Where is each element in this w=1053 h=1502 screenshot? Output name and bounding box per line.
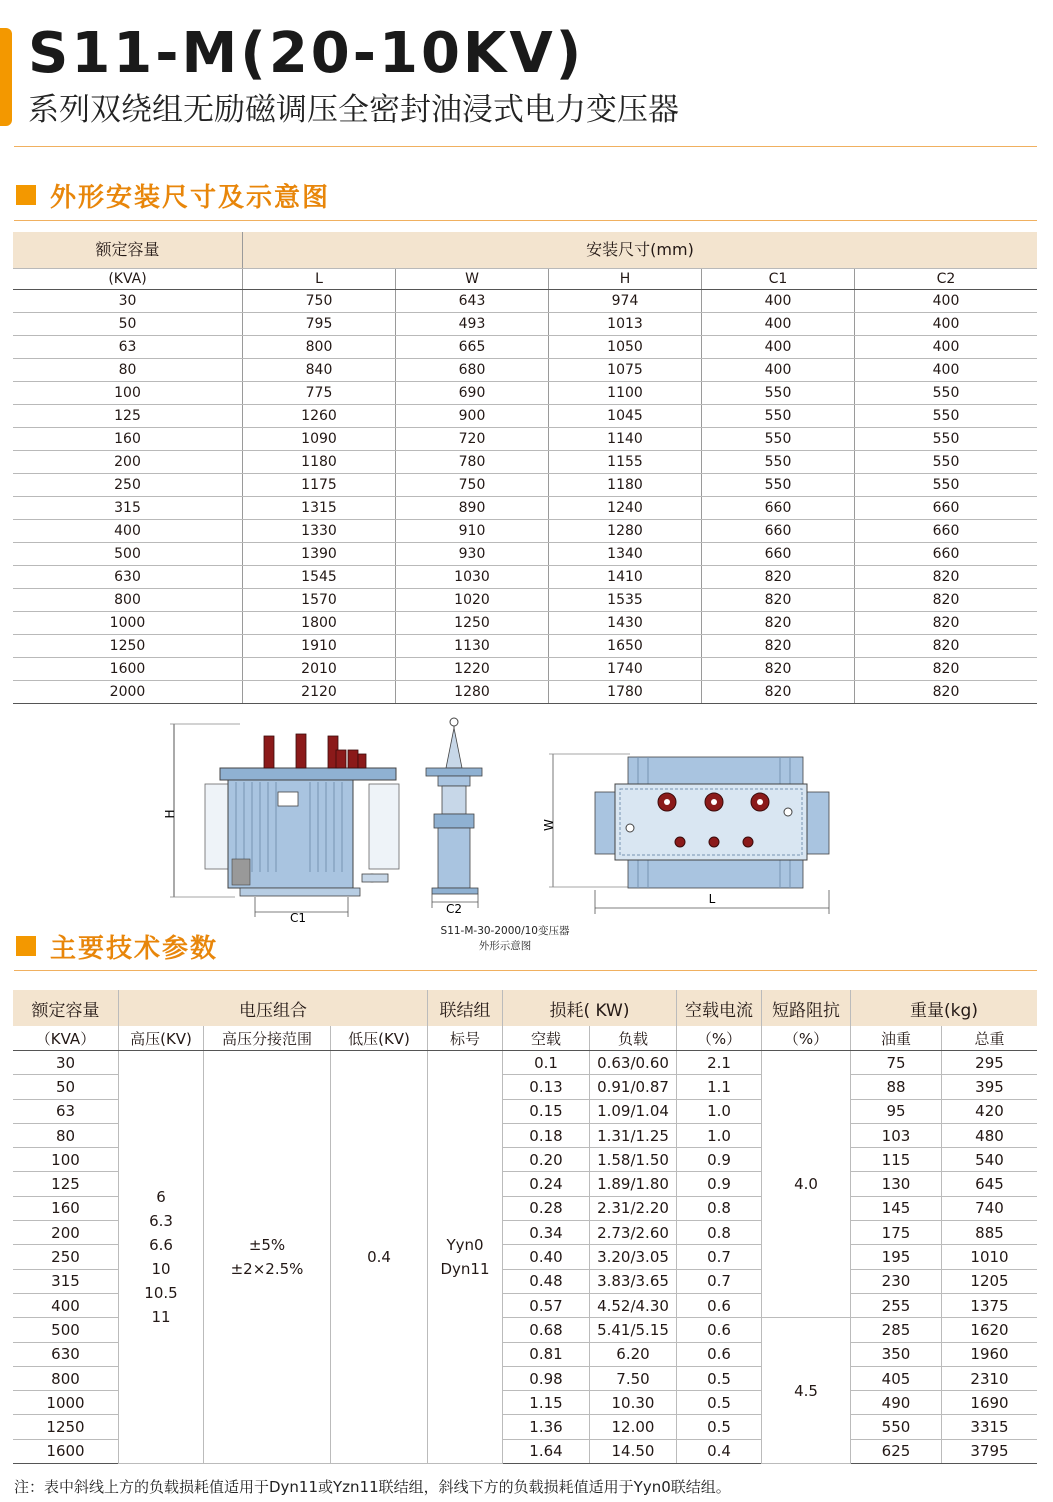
cell-noload-loss: 0.34 <box>503 1221 590 1245</box>
sub-oil: 油重 <box>851 1026 942 1051</box>
header-group: 联结组 <box>428 990 503 1026</box>
table-row <box>13 290 1037 313</box>
cell-oil-weight: 130 <box>851 1172 942 1196</box>
table-row <box>13 382 1037 405</box>
sub-lv: 低压(KV) <box>331 1026 428 1051</box>
cell-capacity: 63 <box>13 336 243 359</box>
cell-h: 1650 <box>549 635 702 658</box>
cell-l: 1315 <box>243 497 396 520</box>
cell-c1: 550 <box>702 474 855 497</box>
cell-total-weight: 740 <box>942 1196 1038 1220</box>
dimensions-table <box>13 232 1037 704</box>
cell-noload-loss: 0.20 <box>503 1148 590 1172</box>
cell-oil-weight: 175 <box>851 1221 942 1245</box>
cell-load-loss: 7.50 <box>590 1366 677 1390</box>
cell-h: 974 <box>549 290 702 313</box>
cell-c2: 820 <box>855 589 1038 612</box>
table-row <box>13 589 1037 612</box>
cell-noload-loss: 0.48 <box>503 1269 590 1293</box>
cell-c2: 400 <box>855 313 1038 336</box>
table-row <box>13 313 1037 336</box>
cell-l: 750 <box>243 290 396 313</box>
cell-noload-current: 1.1 <box>677 1075 762 1099</box>
cell-noload-current: 0.6 <box>677 1342 762 1366</box>
cell-c2: 550 <box>855 474 1038 497</box>
cell-oil-weight: 230 <box>851 1269 942 1293</box>
cell-load-loss: 3.20/3.05 <box>590 1245 677 1269</box>
table-row <box>13 658 1037 681</box>
cell-c1: 820 <box>702 589 855 612</box>
cell-c2: 550 <box>855 382 1038 405</box>
cell-total-weight: 3795 <box>942 1439 1038 1463</box>
cell-noload-loss: 0.68 <box>503 1318 590 1342</box>
cell-capacity: 30 <box>13 290 243 313</box>
cell-total-weight: 395 <box>942 1075 1038 1099</box>
side-view <box>426 718 482 916</box>
dim-label-c2: C2 <box>445 902 463 916</box>
cell-load-loss: 12.00 <box>590 1415 677 1439</box>
section-heading-technical <box>16 928 218 964</box>
cell-capacity: 1000 <box>13 612 243 635</box>
header-c1: C1 <box>702 269 855 290</box>
table-row <box>13 336 1037 359</box>
cell-total-weight: 1375 <box>942 1293 1038 1317</box>
cell-c1: 820 <box>702 635 855 658</box>
section-heading-dimensions <box>16 177 330 213</box>
cell-tap-merged <box>204 1051 331 1464</box>
cell-c1: 660 <box>702 520 855 543</box>
cell-hv-merged <box>119 1051 204 1464</box>
cell-capacity: 50 <box>13 1075 119 1099</box>
table-row <box>13 359 1037 382</box>
table-row <box>13 635 1037 658</box>
cell-w: 690 <box>396 382 549 405</box>
cell-c1: 550 <box>702 451 855 474</box>
cell-w: 680 <box>396 359 549 382</box>
square-bullet-icon <box>16 185 36 205</box>
cell-load-loss: 1.31/1.25 <box>590 1123 677 1147</box>
table-row <box>13 566 1037 589</box>
cell-c1: 820 <box>702 681 855 704</box>
cell-noload-loss: 0.98 <box>503 1366 590 1390</box>
diagram-caption <box>420 924 590 954</box>
cell-total-weight: 3315 <box>942 1415 1038 1439</box>
cell-w: 890 <box>396 497 549 520</box>
cell-oil-weight: 405 <box>851 1366 942 1390</box>
sub-pct-current: （%） <box>677 1026 762 1051</box>
header-capacity: 额定容量 <box>13 232 243 269</box>
cell-w: 900 <box>396 405 549 428</box>
cell-noload-current: 0.7 <box>677 1269 762 1293</box>
cell-capacity: 315 <box>13 497 243 520</box>
sub-tap: 高压分接范围 <box>204 1026 331 1051</box>
cell-load-loss: 1.09/1.04 <box>590 1099 677 1123</box>
cell-c2: 550 <box>855 451 1038 474</box>
cell-c2: 660 <box>855 520 1038 543</box>
cell-oil-weight: 115 <box>851 1148 942 1172</box>
cell-noload-current: 0.9 <box>677 1148 762 1172</box>
cell-c2: 820 <box>855 681 1038 704</box>
cell-hv-merged-value: 10 <box>151 1260 171 1279</box>
cell-noload-loss: 0.57 <box>503 1293 590 1317</box>
top-view <box>542 754 829 914</box>
cell-load-loss: 2.31/2.20 <box>590 1196 677 1220</box>
cell-noload-current: 0.7 <box>677 1245 762 1269</box>
cell-hv-merged-value: 11 <box>151 1308 171 1327</box>
cell-oil-weight: 490 <box>851 1391 942 1415</box>
cell-noload-current: 0.5 <box>677 1415 762 1439</box>
cell-capacity: 1250 <box>13 1415 119 1439</box>
table-row <box>13 543 1037 566</box>
cell-total-weight: 1960 <box>942 1342 1038 1366</box>
square-bullet-icon <box>16 936 36 956</box>
cell-h: 1430 <box>549 612 702 635</box>
cell-w: 1130 <box>396 635 549 658</box>
header-w: W <box>396 269 549 290</box>
cell-noload-loss: 0.1 <box>503 1051 590 1075</box>
cell-group-merged <box>428 1051 503 1464</box>
cell-noload-loss: 0.81 <box>503 1342 590 1366</box>
cell-h: 1535 <box>549 589 702 612</box>
cell-oil-weight: 145 <box>851 1196 942 1220</box>
table-row <box>13 405 1037 428</box>
cell-oil-weight: 625 <box>851 1439 942 1463</box>
cell-l: 2120 <box>243 681 396 704</box>
cell-group-merged-value: Dyn11 <box>440 1260 490 1279</box>
cell-h: 1740 <box>549 658 702 681</box>
table-row <box>13 681 1037 704</box>
cell-capacity: 400 <box>13 1293 119 1317</box>
cell-total-weight: 2310 <box>942 1366 1038 1390</box>
cell-l: 2010 <box>243 658 396 681</box>
cell-w: 1030 <box>396 566 549 589</box>
cell-c2: 550 <box>855 405 1038 428</box>
sub-pct-impedance: （%） <box>762 1026 851 1051</box>
table-row <box>13 612 1037 635</box>
cell-oil-weight: 285 <box>851 1318 942 1342</box>
cell-capacity: 125 <box>13 405 243 428</box>
cell-capacity: 50 <box>13 313 243 336</box>
cell-l: 1175 <box>243 474 396 497</box>
front-view <box>163 724 399 925</box>
cell-noload-current: 0.5 <box>677 1366 762 1390</box>
cell-h: 1100 <box>549 382 702 405</box>
cell-noload-current: 0.9 <box>677 1172 762 1196</box>
cell-capacity: 315 <box>13 1269 119 1293</box>
cell-load-loss: 10.30 <box>590 1391 677 1415</box>
cell-w: 1250 <box>396 612 549 635</box>
cell-load-loss: 0.91/0.87 <box>590 1075 677 1099</box>
sub-noload: 空载 <box>503 1026 590 1051</box>
cell-oil-weight: 550 <box>851 1415 942 1439</box>
header-capacity: 额定容量 <box>13 990 119 1026</box>
cell-noload-current: 1.0 <box>677 1123 762 1147</box>
header-voltage: 电压组合 <box>119 990 428 1026</box>
dim-label-l: L <box>708 892 716 906</box>
cell-capacity: 500 <box>13 1318 119 1342</box>
cell-total-weight: 420 <box>942 1099 1038 1123</box>
cell-capacity: 200 <box>13 1221 119 1245</box>
cell-noload-loss: 0.18 <box>503 1123 590 1147</box>
cell-noload-loss: 0.15 <box>503 1099 590 1123</box>
cell-w: 910 <box>396 520 549 543</box>
divider <box>14 970 1037 971</box>
cell-c2: 400 <box>855 290 1038 313</box>
cell-c2: 820 <box>855 566 1038 589</box>
page-subtitle: 系列双绕组无励磁调压全密封油浸式电力变压器 <box>28 92 679 128</box>
cell-noload-loss: 0.13 <box>503 1075 590 1099</box>
accent-bar <box>0 28 12 126</box>
header-noload-current: 空载电流 <box>677 990 762 1026</box>
sub-hv: 高压(KV) <box>119 1026 204 1051</box>
cell-c1: 820 <box>702 658 855 681</box>
cell-c1: 550 <box>702 382 855 405</box>
cell-noload-current: 0.6 <box>677 1293 762 1317</box>
cell-l: 840 <box>243 359 396 382</box>
cell-l: 1330 <box>243 520 396 543</box>
cell-capacity: 160 <box>13 428 243 451</box>
cell-noload-current: 0.5 <box>677 1391 762 1415</box>
cell-total-weight: 645 <box>942 1172 1038 1196</box>
cell-load-loss: 0.63/0.60 <box>590 1051 677 1075</box>
page-title: S11-M(20-10KV) <box>28 21 585 86</box>
cell-h: 1140 <box>549 428 702 451</box>
cell-oil-weight: 95 <box>851 1099 942 1123</box>
table-row <box>13 451 1037 474</box>
cell-c1: 400 <box>702 290 855 313</box>
cell-impedance-merged: 4.0 <box>762 1051 851 1318</box>
cell-capacity: 100 <box>13 1148 119 1172</box>
cell-l: 1090 <box>243 428 396 451</box>
cell-load-loss: 1.58/1.50 <box>590 1148 677 1172</box>
cell-noload-current: 0.8 <box>677 1221 762 1245</box>
cell-c2: 400 <box>855 336 1038 359</box>
cell-noload-current: 1.0 <box>677 1099 762 1123</box>
cell-oil-weight: 75 <box>851 1051 942 1075</box>
cell-h: 1050 <box>549 336 702 359</box>
cell-h: 1155 <box>549 451 702 474</box>
cell-oil-weight: 350 <box>851 1342 942 1366</box>
cell-capacity: 1600 <box>13 658 243 681</box>
cell-capacity: 80 <box>13 359 243 382</box>
cell-total-weight: 480 <box>942 1123 1038 1147</box>
cell-capacity: 30 <box>13 1051 119 1075</box>
cell-total-weight: 540 <box>942 1148 1038 1172</box>
cell-c1: 400 <box>702 336 855 359</box>
sub-total: 总重 <box>942 1026 1038 1051</box>
cell-c1: 660 <box>702 497 855 520</box>
cell-c2: 550 <box>855 428 1038 451</box>
cell-load-loss: 2.73/2.60 <box>590 1221 677 1245</box>
caption-line-1: S11-M-30-2000/10变压器 <box>440 925 570 937</box>
cell-l: 1910 <box>243 635 396 658</box>
sub-mark: 标号 <box>428 1026 503 1051</box>
cell-l: 1390 <box>243 543 396 566</box>
cell-w: 665 <box>396 336 549 359</box>
cell-l: 1545 <box>243 566 396 589</box>
cell-noload-loss: 1.64 <box>503 1439 590 1463</box>
cell-c1: 820 <box>702 612 855 635</box>
header-c2: C2 <box>855 269 1038 290</box>
cell-h: 1280 <box>549 520 702 543</box>
cell-l: 775 <box>243 382 396 405</box>
cell-noload-current: 2.1 <box>677 1051 762 1075</box>
cell-oil-weight: 103 <box>851 1123 942 1147</box>
table-row <box>13 520 1037 543</box>
section-title: 外形安装尺寸及示意图 <box>50 182 331 213</box>
cell-impedance-merged: 4.5 <box>762 1318 851 1464</box>
cell-capacity: 125 <box>13 1172 119 1196</box>
cell-w: 1220 <box>396 658 549 681</box>
cell-capacity: 800 <box>13 1366 119 1390</box>
cell-c2: 820 <box>855 612 1038 635</box>
cell-lv-merged: 0.4 <box>331 1051 428 1464</box>
cell-c2: 820 <box>855 635 1038 658</box>
cell-total-weight: 1010 <box>942 1245 1038 1269</box>
cell-capacity: 630 <box>13 1342 119 1366</box>
cell-h: 1410 <box>549 566 702 589</box>
dim-label-c1: C1 <box>289 911 307 925</box>
cell-h: 1240 <box>549 497 702 520</box>
section-title: 主要技术参数 <box>50 933 219 964</box>
transformer-outline-diagram <box>160 712 840 927</box>
header-loss: 损耗( KW) <box>503 990 677 1026</box>
header-dimensions: 安装尺寸(mm) <box>243 232 1038 269</box>
cell-total-weight: 295 <box>942 1051 1038 1075</box>
cell-oil-weight: 195 <box>851 1245 942 1269</box>
cell-load-loss: 3.83/3.65 <box>590 1269 677 1293</box>
caption-line-2: 外形示意图 <box>478 940 532 952</box>
cell-w: 1280 <box>396 681 549 704</box>
sub-kva: （KVA） <box>13 1026 119 1051</box>
cell-capacity: 400 <box>13 520 243 543</box>
cell-load-loss: 6.20 <box>590 1342 677 1366</box>
cell-capacity: 2000 <box>13 681 243 704</box>
cell-noload-loss: 1.15 <box>503 1391 590 1415</box>
cell-noload-current: 0.4 <box>677 1439 762 1463</box>
cell-capacity: 200 <box>13 451 243 474</box>
cell-c1: 400 <box>702 313 855 336</box>
cell-h: 1180 <box>549 474 702 497</box>
cell-c1: 550 <box>702 428 855 451</box>
cell-capacity: 80 <box>13 1123 119 1147</box>
cell-hv-merged-value: 6.6 <box>149 1236 173 1255</box>
cell-capacity: 630 <box>13 566 243 589</box>
cell-noload-current: 0.6 <box>677 1318 762 1342</box>
cell-capacity: 250 <box>13 1245 119 1269</box>
table-row <box>13 1051 1037 1075</box>
cell-group-merged-value: Yyn0 <box>446 1236 484 1255</box>
cell-h: 1780 <box>549 681 702 704</box>
cell-oil-weight: 255 <box>851 1293 942 1317</box>
cell-w: 750 <box>396 474 549 497</box>
cell-capacity: 100 <box>13 382 243 405</box>
cell-c1: 820 <box>702 566 855 589</box>
cell-capacity: 800 <box>13 589 243 612</box>
cell-load-loss: 4.52/4.30 <box>590 1293 677 1317</box>
table-row <box>13 497 1037 520</box>
cell-hv-merged-value: 6.3 <box>149 1212 173 1231</box>
cell-w: 643 <box>396 290 549 313</box>
footnote: 注：表中斜线上方的负载损耗值适用于Dyn11或Yzn11联结组，斜线下方的负载损耗值适用于Yyn0联结组。 <box>14 1478 731 1496</box>
cell-c1: 550 <box>702 405 855 428</box>
cell-total-weight: 1205 <box>942 1269 1038 1293</box>
divider <box>14 146 1037 147</box>
dim-label-w: W <box>542 819 556 831</box>
technical-parameters-table <box>13 990 1037 1464</box>
cell-tap-merged-value: ±5% <box>248 1236 286 1255</box>
cell-capacity: 250 <box>13 474 243 497</box>
header-l: L <box>243 269 396 290</box>
sub-load: 负载 <box>590 1026 677 1051</box>
cell-total-weight: 1690 <box>942 1391 1038 1415</box>
cell-w: 493 <box>396 313 549 336</box>
cell-hv-merged-value: 6 <box>156 1188 166 1207</box>
cell-h: 1340 <box>549 543 702 566</box>
cell-total-weight: 1620 <box>942 1318 1038 1342</box>
cell-l: 1800 <box>243 612 396 635</box>
cell-w: 1020 <box>396 589 549 612</box>
table-row <box>13 474 1037 497</box>
cell-capacity: 1000 <box>13 1391 119 1415</box>
cell-w: 780 <box>396 451 549 474</box>
cell-l: 1260 <box>243 405 396 428</box>
cell-capacity: 1600 <box>13 1439 119 1463</box>
cell-noload-loss: 0.28 <box>503 1196 590 1220</box>
cell-capacity: 63 <box>13 1099 119 1123</box>
dim-label-h: H <box>163 809 177 819</box>
cell-noload-loss: 1.36 <box>503 1415 590 1439</box>
cell-w: 720 <box>396 428 549 451</box>
cell-noload-loss: 0.24 <box>503 1172 590 1196</box>
cell-l: 1180 <box>243 451 396 474</box>
cell-noload-loss: 0.40 <box>503 1245 590 1269</box>
cell-tap-merged-value: ±2×2.5% <box>230 1260 304 1279</box>
cell-load-loss: 14.50 <box>590 1439 677 1463</box>
cell-capacity: 160 <box>13 1196 119 1220</box>
cell-capacity: 1250 <box>13 635 243 658</box>
cell-h: 1075 <box>549 359 702 382</box>
cell-noload-current: 0.8 <box>677 1196 762 1220</box>
cell-capacity: 500 <box>13 543 243 566</box>
cell-load-loss: 1.89/1.80 <box>590 1172 677 1196</box>
header-weight: 重量(kg) <box>851 990 1038 1026</box>
cell-w: 930 <box>396 543 549 566</box>
cell-c2: 400 <box>855 359 1038 382</box>
header-h: H <box>549 269 702 290</box>
cell-c1: 400 <box>702 359 855 382</box>
cell-c2: 660 <box>855 543 1038 566</box>
cell-h: 1045 <box>549 405 702 428</box>
cell-hv-merged-value: 10.5 <box>144 1284 178 1303</box>
cell-c2: 820 <box>855 658 1038 681</box>
cell-l: 1570 <box>243 589 396 612</box>
cell-c1: 660 <box>702 543 855 566</box>
divider <box>14 220 1037 221</box>
cell-total-weight: 885 <box>942 1221 1038 1245</box>
cell-l: 795 <box>243 313 396 336</box>
header-impedance: 短路阻抗 <box>762 990 851 1026</box>
cell-oil-weight: 88 <box>851 1075 942 1099</box>
header-unit: (KVA) <box>13 269 243 290</box>
cell-c2: 660 <box>855 497 1038 520</box>
cell-h: 1013 <box>549 313 702 336</box>
cell-l: 800 <box>243 336 396 359</box>
cell-load-loss: 5.41/5.15 <box>590 1318 677 1342</box>
table-row <box>13 428 1037 451</box>
